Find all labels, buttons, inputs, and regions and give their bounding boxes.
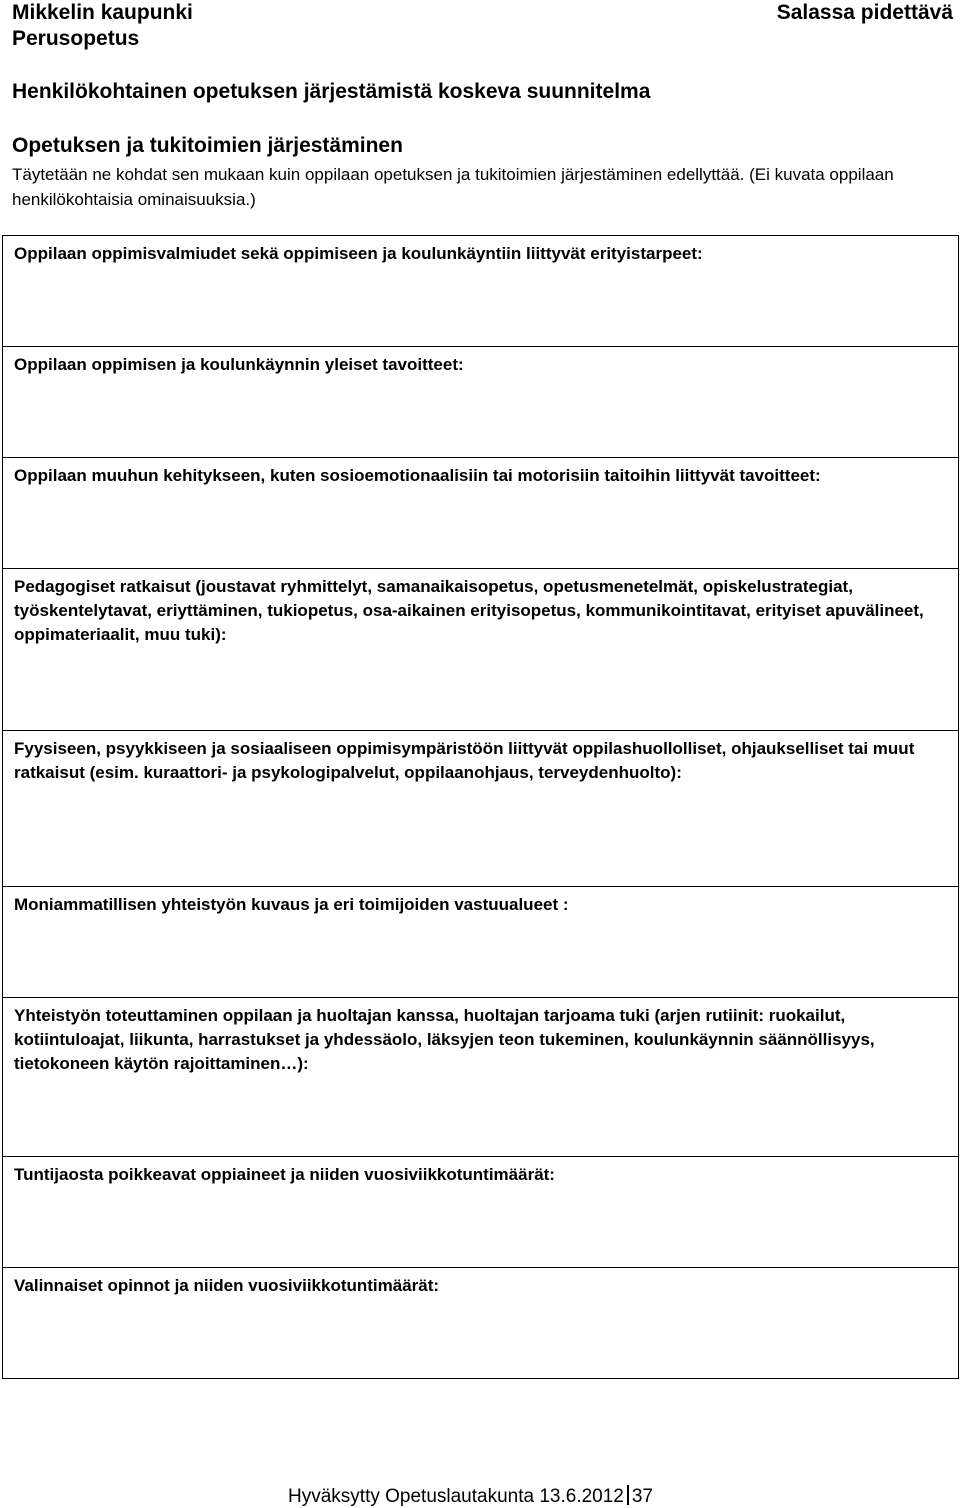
approval-text: Hyväksytty Opetuslautakunta 13.6.2012: [288, 1486, 624, 1507]
form-row: [3, 458, 959, 569]
intro-text: Täytetään ne kohdat sen mukaan kuin oppilaan opetuksen ja tukitoimien järjestäminen edellyttää. (Ei kuvata oppilaan henkilökohtaisia ominaisuuksia.): [12, 165, 894, 209]
footer-separator: [627, 1485, 629, 1505]
form-row: [3, 731, 959, 887]
department-name: Perusopetus: [12, 27, 140, 50]
organization-header: [12, 0, 193, 52]
form-field-pedagogical-solutions[interactable]: [3, 569, 959, 731]
field-label: Pedagogiset ratkaisut (joustavat ryhmittelyt, samanaikaisopetus, opetusmenetelmät, opiskelustrategiat, työskentelytavat, eriyttäminen, tukiopetus, osa-aikainen erityisopetus, kommunikointitavat, erityiset apuvälineet, oppimateriaalit, muu tuki):: [14, 577, 924, 644]
field-label: Tuntijaosta poikkeavat oppiaineet ja niiden vuosiviikkotuntimäärät:: [14, 1165, 555, 1184]
form-field-general-goals[interactable]: [3, 347, 959, 458]
form-field-multiprofessional-cooperation[interactable]: [3, 887, 959, 998]
page-number: 37: [631, 1486, 654, 1507]
page-footer: [288, 1485, 653, 1508]
field-label: Moniammatillisen yhteistyön kuvaus ja eri toimijoiden vastuualueet :: [14, 895, 569, 914]
form-field-development-goals[interactable]: [3, 458, 959, 569]
field-label: Yhteistyön toteuttaminen oppilaan ja huoltajan kanssa, huoltajan tarjoama tuki (arjen rutiinit: ruokailut, kotiintuloajat, liikunta, harrastukset ja yhdessäolo, läksyjen teon tukeminen, koulunkäynnin säännöllisyys, tietokoneen käytön rajoittaminen…):: [14, 1006, 875, 1073]
form-row: [3, 998, 959, 1157]
field-label: Valinnaiset opinnot ja niiden vuosiviikkotuntimäärät:: [14, 1276, 440, 1295]
field-label: Oppilaan oppimisvalmiudet sekä oppimiseen ja koulunkäyntiin liittyvät erityistarpeet:: [14, 244, 703, 263]
form-field-learning-environment[interactable]: [3, 731, 959, 887]
organization-name: Mikkelin kaupunki: [12, 1, 193, 24]
document-title: Henkilökohtainen opetuksen järjestämistä koskeva suunnitelma: [12, 80, 651, 103]
form-field-optional-studies[interactable]: [3, 1268, 959, 1379]
field-label: Oppilaan oppimisen ja koulunkäynnin yleiset tavoitteet:: [14, 355, 464, 374]
field-label: Fyysiseen, psyykkiseen ja sosiaaliseen oppimisympäristöön liittyvät oppilashuollolliset, ohjaukselliset tai muut ratkaisut (esim. kuraattori- ja psykologipalvelut, oppilaanohjaus, terveydenhuolto):: [14, 739, 915, 782]
form-row: [3, 569, 959, 731]
field-label: Oppilaan muuhun kehitykseen, kuten sosioemotionaalisiin tai motorisiin taitoihin liittyvät tavoitteet:: [14, 466, 821, 485]
form-field-guardian-cooperation[interactable]: [3, 998, 959, 1157]
form-row: [3, 1268, 959, 1379]
form-row: [3, 236, 959, 347]
form-row: [3, 347, 959, 458]
form-row: [3, 887, 959, 998]
form-field-deviating-subjects[interactable]: [3, 1157, 959, 1268]
form-row: [3, 1157, 959, 1268]
form-field-learning-needs[interactable]: [3, 236, 959, 347]
plan-form-table: [2, 235, 959, 1379]
confidential-label: Salassa pidettävä: [776, 1, 953, 24]
section-title: Opetuksen ja tukitoimien järjestäminen: [12, 134, 403, 157]
